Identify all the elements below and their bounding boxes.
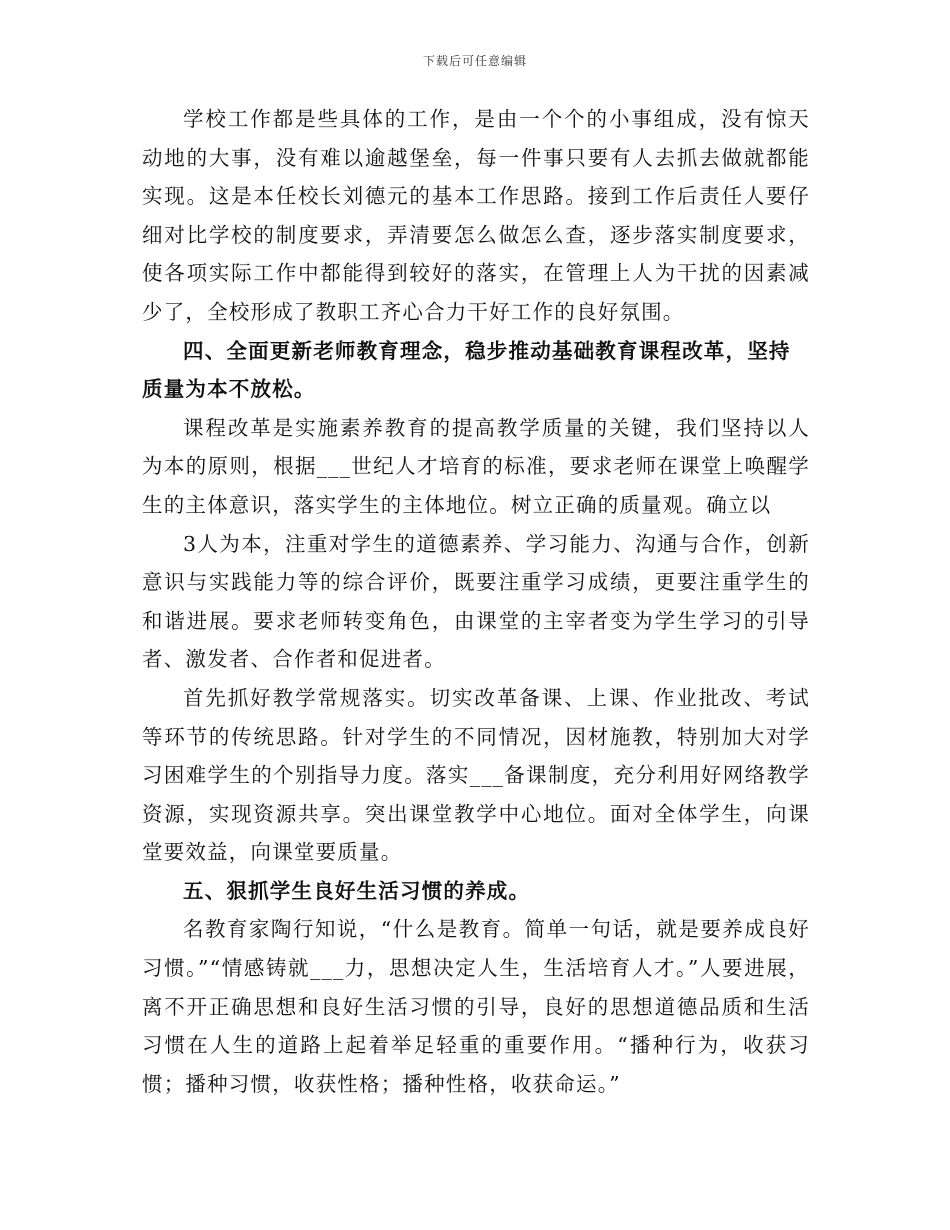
- document-body: [142, 100, 810, 1103]
- heading-section-five: 五、狠抓学生良好生活习惯的养成。: [183, 878, 531, 903]
- heading-section-four: 四、全面更新老师教育理念，稳步推动基础教育课程改革，坚持质量为本不放松。: [142, 338, 791, 402]
- paragraph-curriculum-reform: 课程改革是实施素养教育的提高教学质量的关键，我们坚持以人为本的原则，根据___世纪人才培育的标准，要求老师在课堂上唤醒学生的主体意识，落实学生的主体地位。树立正确的质量观。确立以: [142, 415, 810, 517]
- paragraph-people-oriented: 3人为本，注重对学生的道德素养、学习能力、沟通与合作，创新意识与实践能力等的综合评价，既要注重学习成绩，更要注重学生的和谐进展。要求老师转变角色，由课堂的主宰者变为学生学习的引导者、激发者、合作者和促进者。: [142, 531, 810, 672]
- paragraph-work-approach: 学校工作都是些具体的工作，是由一个个的小事组成，没有惊天动地的大事，没有难以逾越堡垒，每一件事只要有人去抓去做就都能实现。这是本任校长刘德元的基本工作思路。接到工作后责任人要仔细对比学校的制度要求，弄清要怎么做怎么查，逐步落实制度要求，使各项实际工作中都能得到较好的落实，在管理上人为干扰的因素减少了，全校形成了教职工齐心合力干好工作的良好氛围。: [142, 107, 810, 324]
- paragraph-living-habits: 名教育家陶行知说，“什么是教育。简单一句话，就是要养成良好习惯。”“情感铸就___力，思想决定人生，生活培育人才。”人要进展，离不开正确思想和良好生活习惯的引导，良好的思想道德品质和生活习惯在人生的道路上起着举足轻重的重要作用。“播种行为，收获习惯；播种习惯，收获性格；播种性格，收获命运。”: [142, 917, 810, 1096]
- page-header: 下载后可任意编辑: [422, 54, 527, 68]
- paragraph-teaching-routine: 首先抓好教学常规落实。切实改革备课、上课、作业批改、考试等环节的传统思路。针对学生的不同情况，因材施教，特别加大对学习困难学生的个别指导力度。落实___备课制度，充分利用好网络教学资源，实现资源共享。突出课堂教学中心地位。面对全体学生，向课堂要效益，向课堂要质量。: [142, 685, 810, 865]
